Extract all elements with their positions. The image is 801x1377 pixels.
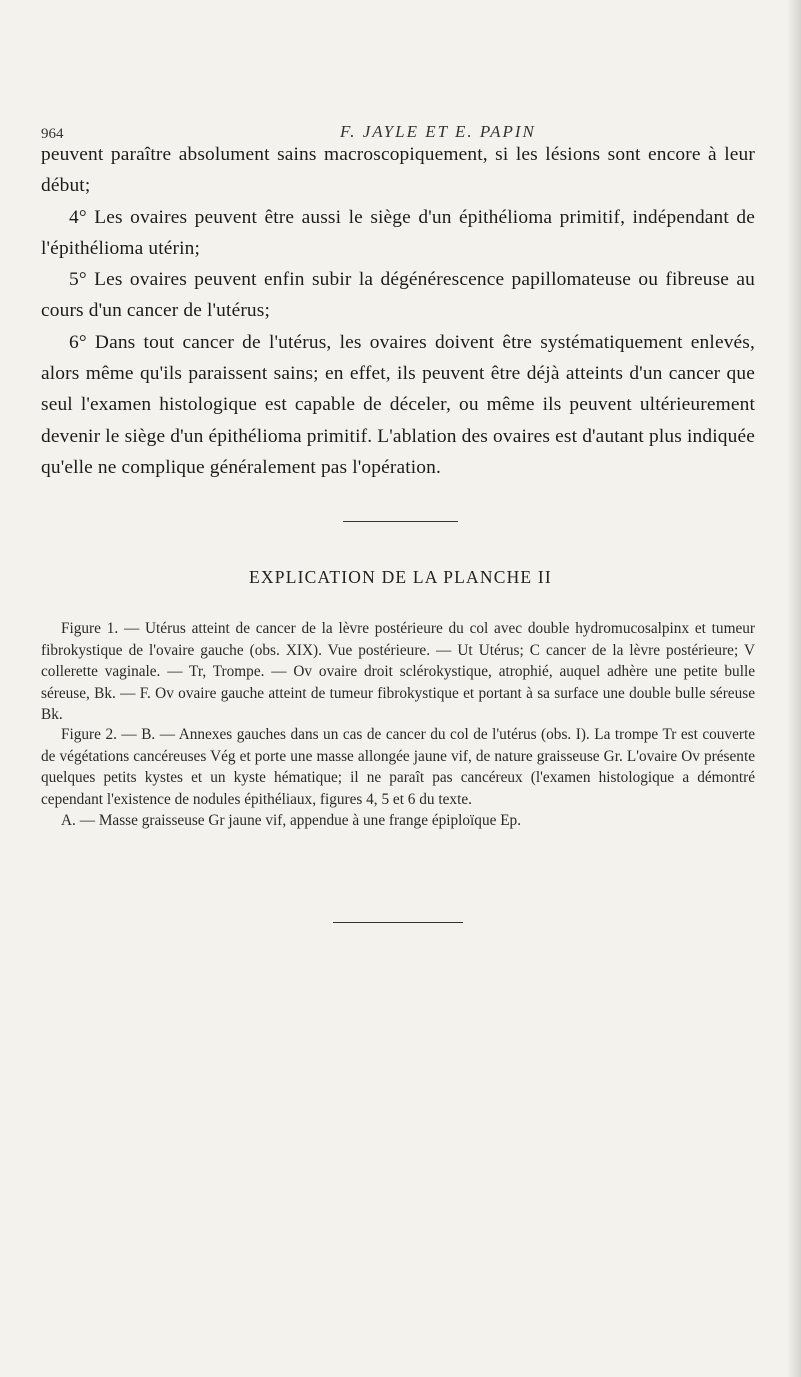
- body-text: [41, 139, 755, 483]
- section-divider: [343, 521, 458, 522]
- figure-2-caption: [41, 724, 755, 832]
- running-head: F. JAYLE ET E. PAPIN: [340, 122, 536, 141]
- section-title: EXPLICATION DE LA PLANCHE II: [249, 567, 552, 587]
- figure-1-caption: [41, 618, 755, 726]
- body-paragraph: 4° Les ovaires peuvent être aussi le siège d'un épithélioma primitif, indépendant de l'épithélioma utérin;: [41, 206, 755, 259]
- body-paragraph: 5° Les ovaires peuvent enfin subir la dégénérescence papillomateuse ou fibreuse au cours d'un cancer de l'utérus;: [41, 269, 755, 322]
- body-paragraph: 6° Dans tout cancer de l'utérus, les ovaires doivent être systématiquement enlevés, alors même qu'ils paraissent sains; en effet, ils peuvent être déjà atteints d'un cancer que seul l'examen histologique est capable de déceler, ou même ils peuvent ultérieurement devenir le siège d'un épithélioma primitif. L'ablation des ovaires est d'autant plus indiquée qu'elle ne complique généralement pas l'opération.: [41, 331, 755, 478]
- caption-text: Figure 2. — B. — Annexes gauches dans un cas de cancer du col de l'utérus (obs. I). La trompe Tr est couverte de végétations cancéreuses Vég et porte une masse allongée jaune vif, de nature graisseuse Gr. L'ovaire Ov présente quelques petits kystes et un kyste hématique; il ne paraît pas cancéreux (l'examen histologique a démontré cependant l'existence de nodules épithéliaux, figures 4, 5 et 6 du texte.: [41, 726, 755, 808]
- caption-text: A. — Masse graisseuse Gr jaune vif, appendue à une frange épiploïque Ep.: [61, 812, 522, 830]
- caption-text: Figure 1. — Utérus atteint de cancer de la lèvre postérieure du col avec double hydromucosalpinx et tumeur fibrokystique de l'ovaire gauche (obs. XIX). Vue postérieure. — Ut Utérus; C cancer de la lèvre postérieure; V collerette vaginale. — Tr, Trompe. — Ov ovaire droit sclérokystique, atrophié, auquel adhère une petite bulle séreuse, Bk. — F. Ov ovaire gauche atteint de tumeur fibrokystique et portant à sa surface une double bulle séreuse Bk.: [41, 620, 755, 724]
- page-number: 964: [41, 126, 64, 142]
- page-edge-shadow: [787, 0, 801, 1377]
- end-divider: [333, 922, 463, 923]
- body-paragraph: peuvent paraître absolument sains macroscopiquement, si les lésions sont encore à leur début;: [41, 144, 755, 197]
